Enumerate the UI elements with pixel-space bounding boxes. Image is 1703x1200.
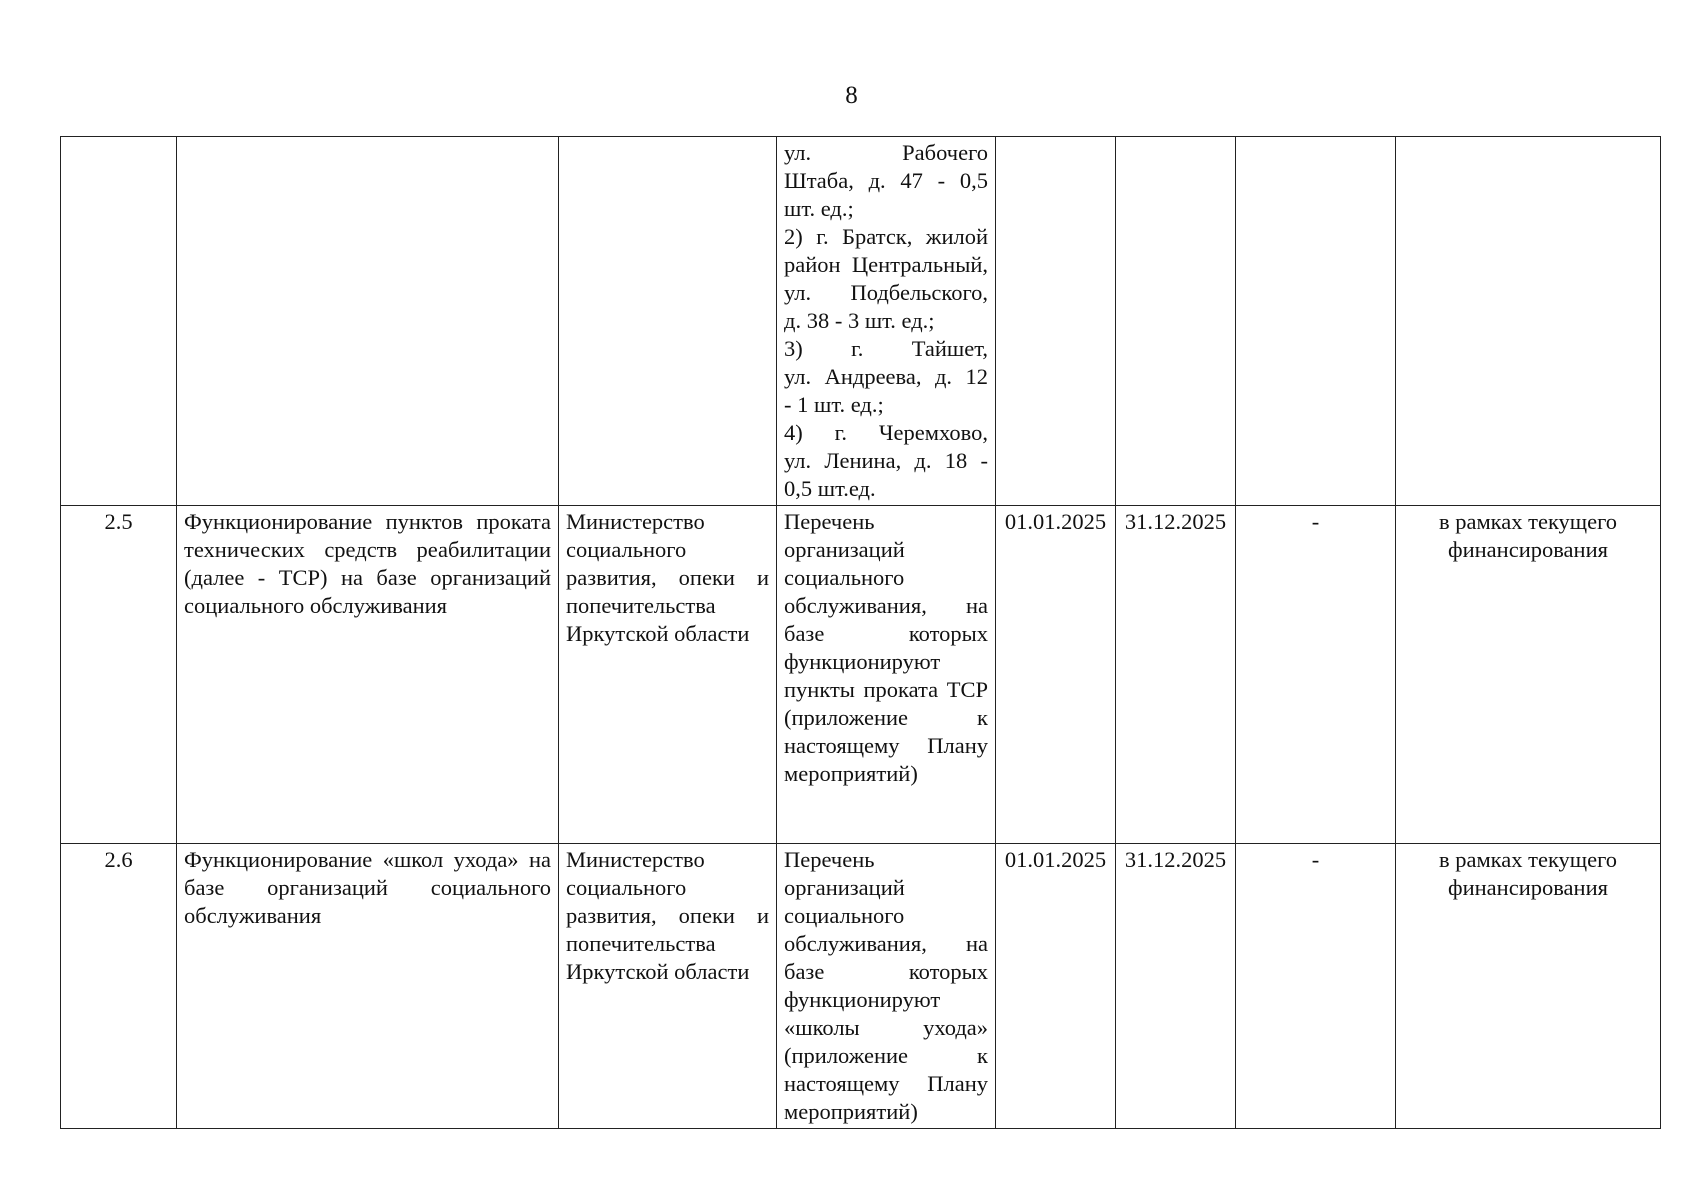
result-line: район Центральный, (784, 252, 988, 277)
cell-start-date (996, 137, 1116, 506)
result-line: ул. Рабочего (784, 140, 988, 165)
result-line: 4) г. Черемхово, (784, 420, 988, 445)
table-row (61, 137, 1661, 506)
result-line: Штаба, д. 47 - 0,5 (784, 168, 988, 193)
result-line: 0,5 шт.ед. (784, 476, 876, 501)
cell-financing: в рамках текущего финансирования (1396, 506, 1661, 844)
result-line: 2) г. Братск, жилой (784, 224, 988, 249)
cell-result (777, 137, 996, 506)
result-line: шт. ед.; (784, 196, 854, 221)
result-line: - 1 шт. ед.; (784, 392, 884, 417)
result-line: ул. Ленина, д. 18 - (784, 448, 988, 473)
cell-number (61, 137, 177, 506)
cell-activity (177, 137, 559, 506)
cell-number: 2.5 (61, 506, 177, 844)
cell-result: Перечень организаций социального обслуживания, на базе которых функционируют «школы ухода» (приложение к настоящему Плану мероприятий) (777, 844, 996, 1129)
cell-end-date: 31.12.2025 (1116, 844, 1236, 1129)
cell-financing: в рамках текущего финансирования (1396, 844, 1661, 1129)
cell-responsible: Министерство социального развития, опеки и попечительства Иркутской области (559, 506, 777, 844)
cell-responsible: Министерство социального развития, опеки и попечительства Иркутской области (559, 844, 777, 1129)
cell-number: 2.6 (61, 844, 177, 1129)
cell-end-date: 31.12.2025 (1116, 506, 1236, 844)
result-line: д. 38 - 3 шт. ед.; (784, 308, 935, 333)
table-row (61, 506, 1661, 844)
page-number: 8 (845, 82, 858, 109)
table-row (61, 844, 1661, 1129)
result-line: ул. Подбельского, (784, 280, 988, 305)
cell-col7: - (1236, 844, 1396, 1129)
cell-end-date (1116, 137, 1236, 506)
cell-responsible (559, 137, 777, 506)
cell-financing (1396, 137, 1661, 506)
cell-activity: Функционирование пунктов проката технических средств реабилитации (далее - ТСР) на базе организаций социального обслуживания (177, 506, 559, 844)
result-line: 3) г. Тайшет, (784, 336, 988, 361)
cell-activity: Функционирование «школ ухода» на базе организаций социального обслуживания (177, 844, 559, 1129)
cell-result: Перечень организаций социального обслуживания, на базе которых функционируют пункты проката ТСР (приложение к настоящему Плану мероприятий) (777, 506, 996, 844)
cell-start-date: 01.01.2025 (996, 844, 1116, 1129)
cell-start-date: 01.01.2025 (996, 506, 1116, 844)
activity-plan-table (60, 136, 1661, 1129)
result-line: ул. Андреева, д. 12 (784, 364, 988, 389)
cell-col7: - (1236, 506, 1396, 844)
cell-col7 (1236, 137, 1396, 506)
